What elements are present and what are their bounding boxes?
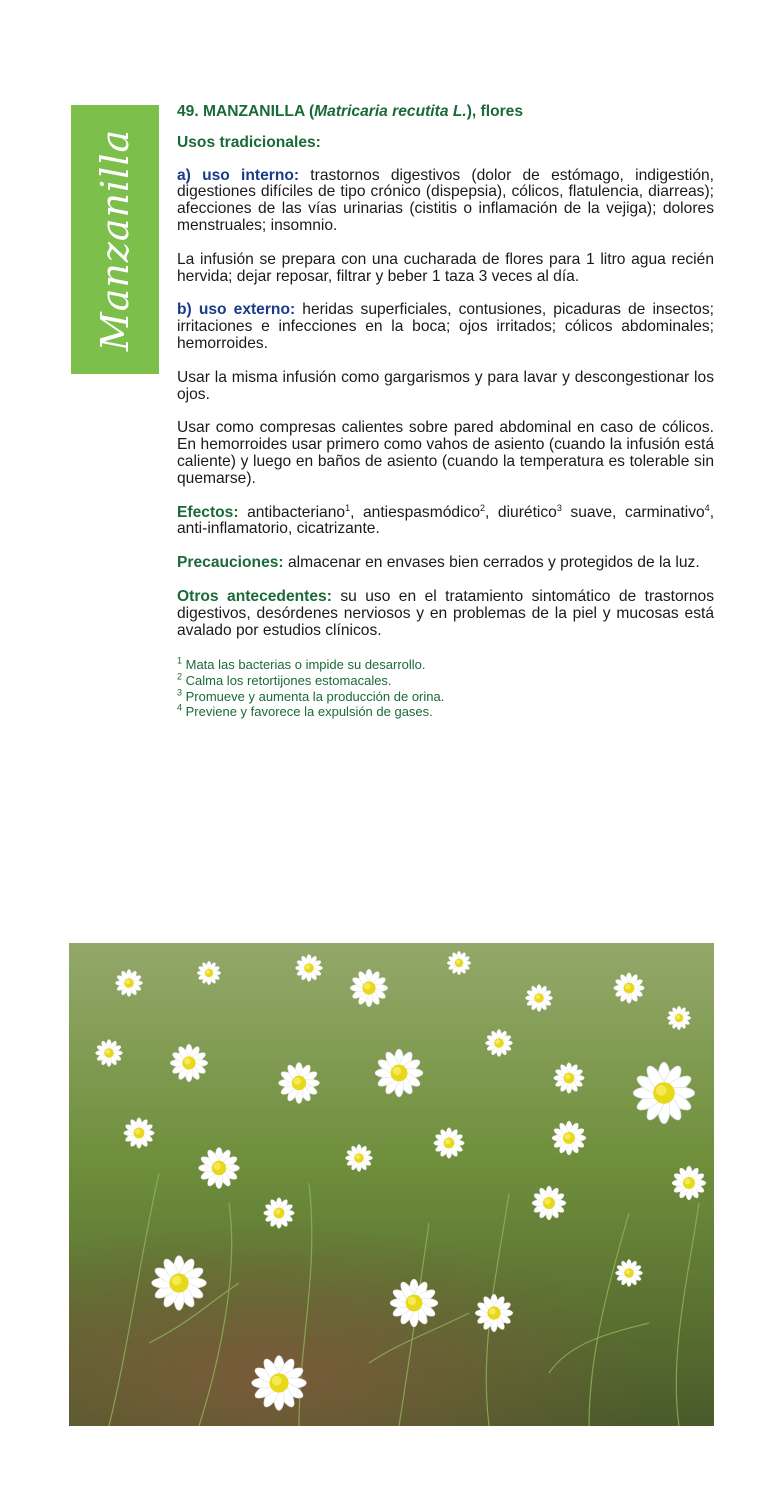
page-title: 49. MANZANILLA (Matricaria recutita L.), flores [177,103,524,120]
footnote: $^4$ Previene y favorece la expulsión de gases. [177,702,433,720]
uso-externo-paragraph: b) uso externo: heridas superficiales, contusiones, picaduras de insectos; irritaciones e infecciones en la boca; ojos irritados; cólicos abdominales; hemorroides. [177,301,714,352]
footnote: $^3$ Promueve y aumenta la producción de orina. [177,687,445,704]
side-tab [71,105,159,374]
efectos-paragraph: Efectos: antibacteriano$^1$, antiespasmódico$^2$, diurético$^3$ suave, carminativo$^4$, anti-inflamatorio, cicatrizante. [177,502,715,538]
gargarismos-paragraph: Usar la misma infusión como gargarismos y para lavar y descongestionar los ojos. [177,368,714,403]
compresas-paragraph: Usar como compresas calientes sobre pared abdominal en caso de cólicos. En hemorroides usar primero como vahos de asiento (cuando la infusión está caliente) y luego en baños de asiento (cuando la temperatura es tolerable sin quemarse). [177,419,714,487]
chamomile-photo [69,943,714,1426]
footnote: $^1$ Mata las bacterias o impide su desarrollo. [177,656,426,673]
precauciones-paragraph: Precauciones: almacenar en envases bien cerrados y protegidos de la luz. [177,554,700,572]
chamomile-field-illustration [69,943,714,1426]
section-subtitle: Usos tradicionales: [177,133,321,151]
infusion-paragraph: La infusión se prepara con una cucharada de flores para 1 litro agua recién hervida; dejar reposar, filtrar y beber 1 taza 3 veces al día. [177,250,714,285]
footnote: $^2$ Calma los retortijones estomacales. [177,671,392,688]
main-content [177,104,714,720]
uso-interno-paragraph: a) uso interno: trastornos digestivos (dolor de estómago, indigestión, digestiones difíciles de tipo crónico (dispepsia), cólicos, flatulencia, diarreas); afecciones de las vías urinarias (cistitis o inflamación de la vejiga); dolores menstruales; insomnio. [177,166,714,234]
footnotes [177,657,714,719]
otros-paragraph: Otros antecedentes: su uso en el tratamiento sintomático de trastornos digestivos, desórdenes nerviosos y en problemas de la piel y mucosas está avalado por estudios clínicos. [177,587,714,639]
side-tab-label: Manzanilla [93,128,137,351]
